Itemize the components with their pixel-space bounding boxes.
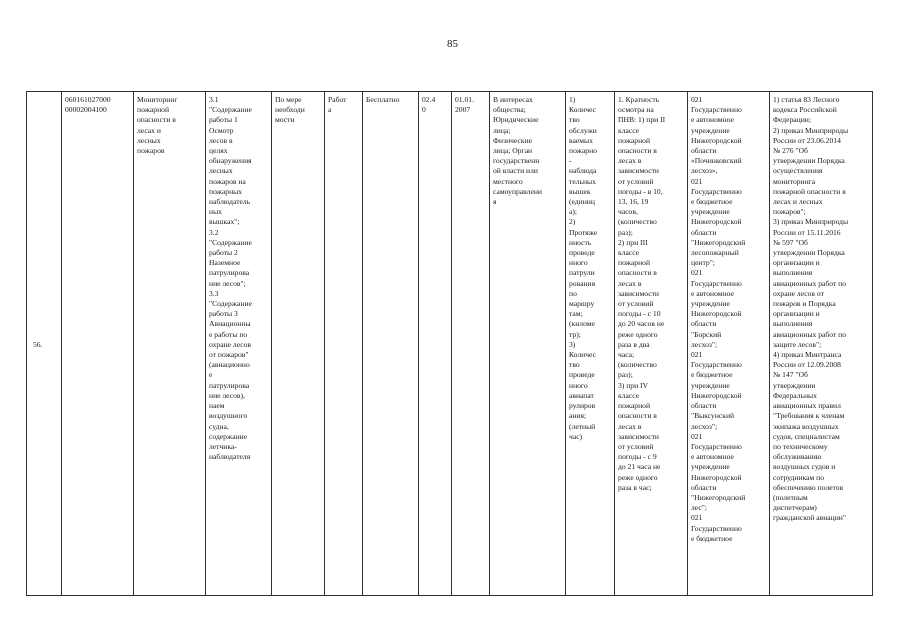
cell-text-line: авиационных работ по [773,329,847,339]
cell-text-line: учреждение [691,207,730,217]
cell-text-line: Нижегородской [691,309,742,319]
cell-text-line: 4) приказ Минтранса [773,350,842,360]
cell-text-line: 2) при III [618,237,648,247]
cell-text-line: обнаружения [209,156,252,166]
cell-text-line: вышек [569,186,591,196]
cell-text-line: е автономное [691,452,734,462]
cell-text-line: области [691,482,717,492]
institutions-cell [688,92,770,596]
cell-text-line: Государственно [691,441,742,451]
cell-text-line: мониторинга [773,176,816,186]
cell-text-line: обслуживанию [773,452,822,462]
cell-text-line: лесах в [618,278,642,288]
cell-text-line: по техническому [773,441,828,451]
cell-text-line: лесах и лесных [773,197,823,207]
cell-text-line: опасности в [618,268,657,278]
cell-text-line: там; [569,309,583,319]
cell-text-line: лесных [137,135,161,145]
cell-text-line: раз); [618,370,633,380]
cell-text-line: государственн [493,156,540,166]
cell-text-line: 060161027000 [65,95,111,104]
cell-text-line: лесах и [137,125,161,135]
cell-text-line: ПНВ: 1) при II [618,115,666,125]
cell-text-line: 021 [691,176,703,186]
cell-text-line: судна, [209,421,229,431]
cell-text-line: 2) [569,217,576,227]
cell-text-line: тельных [569,176,596,186]
cell-text-line: ваемых [569,135,593,145]
cell-text-line: зависимости [618,166,659,176]
cell-text-line: лесхоз"; [691,339,718,349]
cell-text-line: от условий [618,441,654,451]
cell-text-line: охране лесов [209,339,252,349]
cell-text-line: тр); [569,329,581,339]
cell-text-line: зависимости [618,288,659,298]
cell-text-line: осмотра на [618,105,654,115]
cell-text-line: Осмотр [209,125,234,135]
cell-text-line: рования [569,278,596,288]
cell-text-line: судов, специалистам [773,431,840,441]
cell-text-line: 1) [569,95,576,104]
cell-text-line: пожарной [618,401,651,411]
cell-text-line: Мониторинг [137,95,178,104]
cell-text-line: погоды - с 10 [618,309,661,319]
cell-text-line: наблюда [569,166,597,176]
cell-text-line: по [569,288,577,298]
cell-text-line: реже одного [618,472,658,482]
cell-text-line: наем [209,401,225,411]
cell-text-line: пожаров и Порядка [773,299,836,309]
cell-text-line: вышках"; [209,217,240,227]
cell-text-line: области [691,401,717,411]
cell-text-line: 3.1 [209,95,219,104]
cell-text-line: пожарной опасности в [773,186,846,196]
cell-text-line: опасности в [618,411,657,421]
cell-text-line: 1) статья 83 Лесного [773,95,840,104]
row-number: 56. [33,339,43,349]
code-cell [62,92,134,596]
cell-text-line: летчика- [209,441,237,451]
cell-text-line: лесных [209,166,233,176]
cell-text-line: 0 [422,105,426,115]
cell-text-line: проведе [569,248,595,258]
cell-text-line: учреждение [691,380,730,390]
cell-text-line: наблюдатель [209,197,251,207]
cell-text-line: лесопожарный [691,248,739,258]
cell-text-line: классе [618,248,640,258]
cell-text-line: ных [209,207,222,217]
cell-text-line: "Содержание [209,237,252,247]
cell-text-line: области [691,227,717,237]
cell-text-line: осуществления [773,166,823,176]
cell-text-line: патрули [569,268,595,278]
cell-text-line: (единиц [569,197,595,207]
cell-text-line: обслужи [569,125,597,135]
cell-text-line: России от 15.11.2016 [773,227,841,237]
cell-text-line: кодекса Российской [773,105,837,115]
cell-text-line: от условий [618,176,654,186]
cell-text-line: лица; Орган [493,146,533,156]
cell-text-line: (полетным [773,492,808,502]
cell-text-line: опасности в [618,146,657,156]
cell-text-line: рулиров [569,401,596,411]
cell-text-line: опасности в [137,115,176,125]
cell-text-line: наблюдателя [209,452,251,462]
cell-text-line: "Требования к членам [773,411,845,421]
cell-text-line: воздушных судов и [773,462,836,472]
cell-text-line: центр"; [691,258,715,268]
cell-text-line: (летный [569,421,596,431]
cell-text-line: часа; [618,350,635,360]
cell-text-line: Нижегородской [691,135,742,145]
cell-text-line: "Нижегородский [691,237,746,247]
cell-text-line: 021 [691,95,703,104]
cell-text-line: пожарной [618,258,651,268]
cell-text-line: Наземное [209,258,241,268]
cell-text-line: до 20 часов не [618,319,665,329]
type-cell [325,92,363,596]
cell-text-line: необходи [275,105,305,115]
cell-text-line: тво [569,115,580,125]
cell-text-line: пожарной [618,135,651,145]
cell-text-line: нного [569,258,588,268]
cell-text-line: обеспечению полетов [773,482,844,492]
cell-text-line: лес"; [691,503,707,513]
cell-text-line: погоды - с 9 [618,452,657,462]
cell-text-line: Нижегородской [691,390,742,400]
cell-text-line: "Выксунский [691,411,735,421]
cell-text-line: сотрудникам по [773,472,824,482]
cell-text-line: работы 3 [209,309,238,319]
cell-text-line: пожарно [569,146,597,156]
cell-text-line: пожарной [137,105,170,115]
cell-text-line: организации и [773,309,820,319]
cell-text-line: № 147 "Об [773,370,808,380]
cell-text-line: воздушного [209,411,248,421]
cell-text-line: Работ [328,95,347,104]
cell-text-line: организации и [773,258,820,268]
cell-text-line: а [328,105,332,115]
cell-text-line: 3) [569,339,576,349]
cell-text-line: (количество [618,360,657,370]
cell-text-line: е [209,370,213,380]
cell-text-line: России от 23.06.2014 [773,135,841,145]
cell-text-line: пожарных [209,186,243,196]
page-number: 85 [447,38,458,50]
cell-text-line: до 21 часа не [618,462,661,472]
registry-table [26,91,873,596]
payment-cell [363,92,419,596]
cell-text-line: (киломе [569,319,595,329]
cell-text-line: лесах в [618,421,642,431]
cell-text-line: раз); [618,227,633,237]
cell-text-line: лесах в [618,156,642,166]
cell-text-line: 3.3 [209,288,219,298]
cell-text-line: 2007 [455,105,471,115]
cell-text-line: работы 2 [209,248,238,258]
cell-text-line: реже одного [618,329,658,339]
cell-text-line: защите лесов"; [773,339,822,349]
cell-text-line: По мере [275,95,302,104]
cell-text-line: содержание [209,431,248,441]
cell-text-line: патрулирова [209,380,250,390]
cell-text-line: 3) при IV [618,380,649,390]
okved-cell [419,92,452,596]
cell-text-line: диспетчерам) [773,503,817,513]
cell-text-line: утверждении Порядка [773,156,845,166]
cell-text-line: лица; [493,125,511,135]
cell-text-line: е бюджетное [691,370,733,380]
cell-text-line: работы 1 [209,115,238,125]
cell-text-line: 021 [691,513,703,523]
cell-text-line: Государственно [691,105,742,115]
cell-text-line: области [691,319,717,329]
consumers-cell [490,92,566,596]
cell-text-line: "Содержание [209,299,252,309]
cell-text-line: часов, [618,207,638,217]
cell-text-line: 021 [691,431,703,441]
cell-text-line: е автономное [691,288,734,298]
cell-text-line: Бесплатно [366,95,400,104]
cell-text-line: "Содержание [209,105,252,115]
cell-text-line: самоуправлени [493,186,542,196]
cell-text-line: е бюджетное [691,197,733,207]
cell-text-line: Государственно [691,523,742,533]
cell-text-line: 021 [691,350,703,360]
cell-text-line: лесхоз"; [691,421,718,431]
cell-text-line: час) [569,431,583,441]
cell-text-line: Протяже [569,227,598,237]
table-row [27,92,873,596]
cell-text-line: е бюджетное [691,533,733,543]
cell-text-line: Физические [493,135,532,145]
cell-text-line: 13, 16, 19 [618,197,649,207]
cell-text-line: 021 [691,268,703,278]
cell-text-line: Нижегородской [691,217,742,227]
cell-text-line: № 597 "Об [773,237,808,247]
cell-text-line: учреждение [691,462,730,472]
cell-text-line: Федеральных [773,390,817,400]
acts-cell [770,92,873,596]
cell-text-line: ние лесов), [209,390,245,400]
cell-text-line: выполнения [773,319,813,329]
cell-text-line: 3) приказ Минприроды [773,217,849,227]
cell-text-line: экипажа воздушных [773,421,839,431]
cell-text-line: Нижегородской [691,472,742,482]
cell-text-line: раза в два [618,339,650,349]
name-cell [134,92,206,596]
cell-text-line: Государственно [691,278,742,288]
cell-text-line: Федерации; [773,115,811,125]
cell-text-line: пожаров [137,146,165,156]
cell-text-line: лесхоз», [691,166,718,176]
conditions-cell [272,92,325,596]
cell-text-line: мости [275,115,295,125]
cell-text-line: классе [618,125,640,135]
cell-text-line: классе [618,390,640,400]
content-cell [206,92,272,596]
cell-text-line: патрулирова [209,268,250,278]
date-cell [452,92,490,596]
cell-text-line: авиапат [569,390,594,400]
cell-text-line: Государственно [691,360,742,370]
cell-text-line: раза в час; [618,482,652,492]
cell-text-line: «Починковский [691,156,742,166]
cell-text-line: маршру [569,299,595,309]
cell-text-line: лесов в [209,135,233,145]
cell-text-line: № 276 "Об [773,146,808,156]
cell-text-line: тво [569,360,580,370]
cell-text-line: местного [493,176,523,186]
cell-text-line: учреждение [691,299,730,309]
cell-text-line: (количество [618,217,657,227]
cell-text-line: ой власти или [493,166,538,176]
quality-cell [615,92,688,596]
cell-text-line: утверждении [773,380,816,390]
cell-text-line: Авиационны [209,319,251,329]
cell-text-line: от пожаров" [209,350,249,360]
cell-text-line: области [691,146,717,156]
indicators-cell [566,92,615,596]
cell-text-line: 3.2 [209,227,219,237]
cell-text-line: пожаров"; [773,207,806,217]
cell-text-line: авиационных правил [773,401,841,411]
cell-text-line: (авиационно [209,360,250,370]
cell-text-line: Государственно [691,186,742,196]
cell-text-line: выполнения [773,268,813,278]
cell-text-line: 02.4 [422,95,436,104]
row-number-cell [27,92,62,596]
cell-text-line: Юридические [493,115,539,125]
cell-text-line: 01.01. [455,95,474,104]
cell-text-line: зависимости [618,431,659,441]
cell-text-line: погоды - в 10, [618,186,663,196]
cell-text-line: авиационных работ по [773,278,847,288]
cell-text-line: утверждении Порядка [773,248,845,258]
cell-text-line: России от 12.09.2008 [773,360,841,370]
cell-text-line: нность [569,237,592,247]
cell-text-line: я [493,197,497,207]
cell-text-line: а); [569,207,578,217]
cell-text-line: - [569,156,572,166]
cell-text-line: целях [209,146,228,156]
cell-text-line: проведе [569,370,595,380]
cell-text-line: 00002004100 [65,105,107,115]
cell-text-line: от условий [618,299,654,309]
cell-text-line: пожаров на [209,176,246,186]
cell-text-line: охране лесов от [773,288,824,298]
cell-text-line: е автономное [691,115,734,125]
cell-text-line: Количес [569,350,596,360]
cell-text-line: е работы по [209,329,248,339]
cell-text-line: 1. Кратность [618,95,660,104]
cell-text-line: "Нижегородский [691,492,746,502]
cell-text-line: гражданской авиации" [773,513,846,523]
cell-text-line: нного [569,380,588,390]
cell-text-line: учреждение [691,125,730,135]
cell-text-line: Количес [569,105,596,115]
cell-text-line: "Борский [691,329,722,339]
cell-text-line: ания; [569,411,587,421]
cell-text-line: общества; [493,105,526,115]
cell-text-line: В интересах [493,95,533,104]
cell-text-line: ние лесов"; [209,278,246,288]
cell-text-line: 2) приказ Минприроды [773,125,849,135]
